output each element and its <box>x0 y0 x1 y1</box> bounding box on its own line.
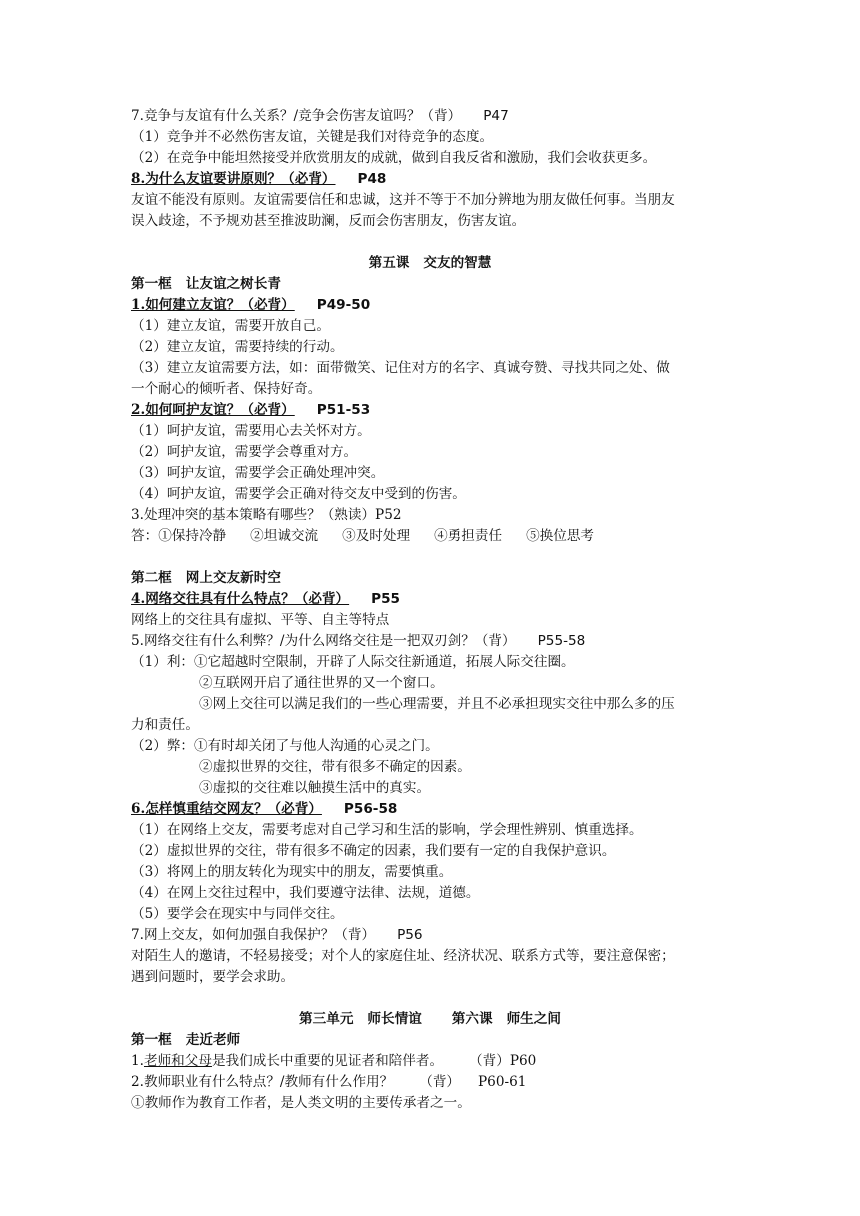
answer-line: （4）呵护友谊，需要学会正确对待交友中受到的伤害。 <box>131 486 466 502</box>
strategy-item: ⑤换位思考 <box>526 528 595 544</box>
frame-2-heading <box>131 568 281 588</box>
answer-line: （2）建立友谊，需要持续的行动。 <box>131 339 344 355</box>
question-8-principle <box>131 169 386 189</box>
question-title: 7.竞争与友谊有什么关系？/竞争会伤害友谊吗？（背） <box>131 108 462 124</box>
frame-label: 第二框 <box>131 570 172 586</box>
page-ref: P48 <box>357 171 387 187</box>
lesson-5-heading <box>0 253 860 273</box>
question-3-conflict: 3.处理冲突的基本策略有哪些？（熟读）P52 <box>131 507 402 523</box>
answer-line: 对陌生人的邀请，不轻易接受；对个人的家庭住址、经济状况、联系方式等，要注意保密； <box>131 948 675 964</box>
page-ref: P49-50 <box>316 297 371 313</box>
answer-line: （1）建立友谊，需要开放自己。 <box>131 318 330 334</box>
question-title: 7.网上交友，如何加强自我保护？（背） <box>131 927 376 943</box>
unit-title: 师长情谊 <box>367 1011 422 1027</box>
item-number: 1. <box>131 1053 144 1069</box>
strategy-item: ④勇担责任 <box>434 528 503 544</box>
question-7-competition <box>131 106 509 126</box>
page-ref: P55 <box>371 591 400 607</box>
question-6-online-friends <box>131 799 397 819</box>
answer-line: （5）要学会在现实中与同伴交往。 <box>131 906 344 922</box>
question-title: 4.网络交往具有什么特点？（必背） <box>131 591 350 607</box>
underlined-phrase: 老师和父母 <box>143 1053 212 1069</box>
question-title: 2.教师职业有什么特点？/教师有什么作用？ <box>131 1074 394 1090</box>
question-title: 8.为什么友谊要讲原则？（必背） <box>131 171 336 187</box>
answer-line: （1）在网络上交友，需要考虑对自己学习和生活的影响，学会理性辨别、慎重选择。 <box>131 822 643 838</box>
page-ref: P56 <box>397 927 423 943</box>
lesson-title: 师生之间 <box>506 1011 561 1027</box>
answer-line: ②虚拟世界的交往，带有很多不确定的因素。 <box>199 759 471 775</box>
recite-tag: （背） <box>419 1074 461 1090</box>
question-title: 6.怎样慎重结交网友？（必背） <box>131 801 322 817</box>
frame-name: 让友谊之树长青 <box>185 276 281 292</box>
item-text: 是我们成长中重要的见证者和陪伴者。 <box>211 1053 444 1069</box>
lesson-number: 第五课 <box>368 255 410 271</box>
answer-label: 答： <box>131 528 159 544</box>
answer-line: 一个耐心的倾听者、保持好奇。 <box>131 381 322 397</box>
question-2-care-friendship <box>131 400 370 420</box>
answer-line: 遇到问题时，要学会求助。 <box>131 969 295 985</box>
unit-3-heading <box>0 1009 860 1029</box>
frame-1-heading <box>131 1030 240 1050</box>
answer-line: （1）竞争并不必然伤害友谊，关键是我们对待竞争的态度。 <box>131 129 494 145</box>
question-title: 2.如何呵护友谊？（必背） <box>131 402 295 418</box>
page-ref: P47 <box>483 108 509 124</box>
answer-line: 误入歧途，不予规劝甚至推波助澜，反而会伤害朋友，伤害友谊。 <box>131 213 526 229</box>
answer-line: （3）将网上的朋友转化为现实中的朋友，需要慎重。 <box>131 864 453 880</box>
answer-line: ①教师作为教育工作者，是人类文明的主要传承者之一。 <box>131 1095 471 1111</box>
frame-label: 第一框 <box>131 276 172 292</box>
lesson-number: 第六课 <box>451 1011 493 1027</box>
question-title: 5.网络交往有什么利弊？/为什么网络交往是一把双刃剑？（背） <box>131 633 516 649</box>
page-ref: P55-58 <box>537 633 586 649</box>
page-ref: P51-53 <box>316 402 371 418</box>
answer-line: （2）弊：①有时却关闭了与他人沟通的心灵之门。 <box>131 738 439 754</box>
question-1-build-friendship <box>131 295 370 315</box>
frame-name: 网上交友新时空 <box>185 570 281 586</box>
answer-line: （3）建立友谊需要方法，如：面带微笑、记住对方的名字、真诚夸赞、寻找共同之处、做 <box>131 360 670 376</box>
answer-line: ③网上交往可以满足我们的一些心理需要，并且不必承担现实交往中那么多的压 <box>199 696 675 712</box>
answer-line: （1）利：①它超越时空限制，开辟了人际交往新通道，拓展人际交往圈。 <box>131 654 575 670</box>
question-4-online-features <box>131 589 400 609</box>
answer-line: （4）在网上交往过程中，我们要遵守法律、法规，道德。 <box>131 885 480 901</box>
page-ref: P60-61 <box>478 1074 527 1090</box>
question-5-pros-cons <box>131 631 585 651</box>
lesson-title: 交友的智慧 <box>423 255 492 271</box>
frame-label: 第一框 <box>131 1032 172 1048</box>
page-ref: （背）P60 <box>469 1053 537 1069</box>
answer-line <box>131 526 618 546</box>
answer-line: （1）呵护友谊，需要用心去关怀对方。 <box>131 423 371 439</box>
answer-line: ②互联网开启了通往世界的又一个窗口。 <box>199 675 444 691</box>
frame-name: 走近老师 <box>185 1032 241 1048</box>
unit-number: 第三单元 <box>299 1011 354 1027</box>
answer-line: （2）虚拟世界的交往，带有很多不确定的因素，我们要有一定的自我保护意识。 <box>131 843 616 859</box>
answer-line: 力和责任。 <box>131 717 199 733</box>
question-2-teacher-role <box>131 1072 526 1092</box>
answer-line: （3）呵护友谊，需要学会正确处理冲突。 <box>131 465 385 481</box>
answer-line: 友谊不能没有原则。友谊需要信任和忠诚，这并不等于不加分辨地为朋友做任何事。当朋友 <box>131 192 675 208</box>
answer-line: ③虚拟的交往难以触摸生活中的真实。 <box>199 780 431 796</box>
question-7-self-protection <box>131 925 423 945</box>
item-1-teachers-parents <box>131 1051 536 1071</box>
frame-1-heading <box>131 274 281 294</box>
question-title: 1.如何建立友谊？（必背） <box>131 297 295 313</box>
strategy-item: ①保持冷静 <box>158 528 227 544</box>
strategy-item: ③及时处理 <box>342 528 411 544</box>
answer-line: 网络上的交往具有虚拟、平等、自主等特点 <box>131 612 390 628</box>
strategy-item: ②坦诚交流 <box>250 528 319 544</box>
answer-line: （2）在竞争中能坦然接受并欣赏朋友的成就，做到自我反省和激励，我们会收获更多。 <box>131 150 657 166</box>
answer-line: （2）呵护友谊，需要学会尊重对方。 <box>131 444 358 460</box>
page-ref: P56-58 <box>343 801 398 817</box>
